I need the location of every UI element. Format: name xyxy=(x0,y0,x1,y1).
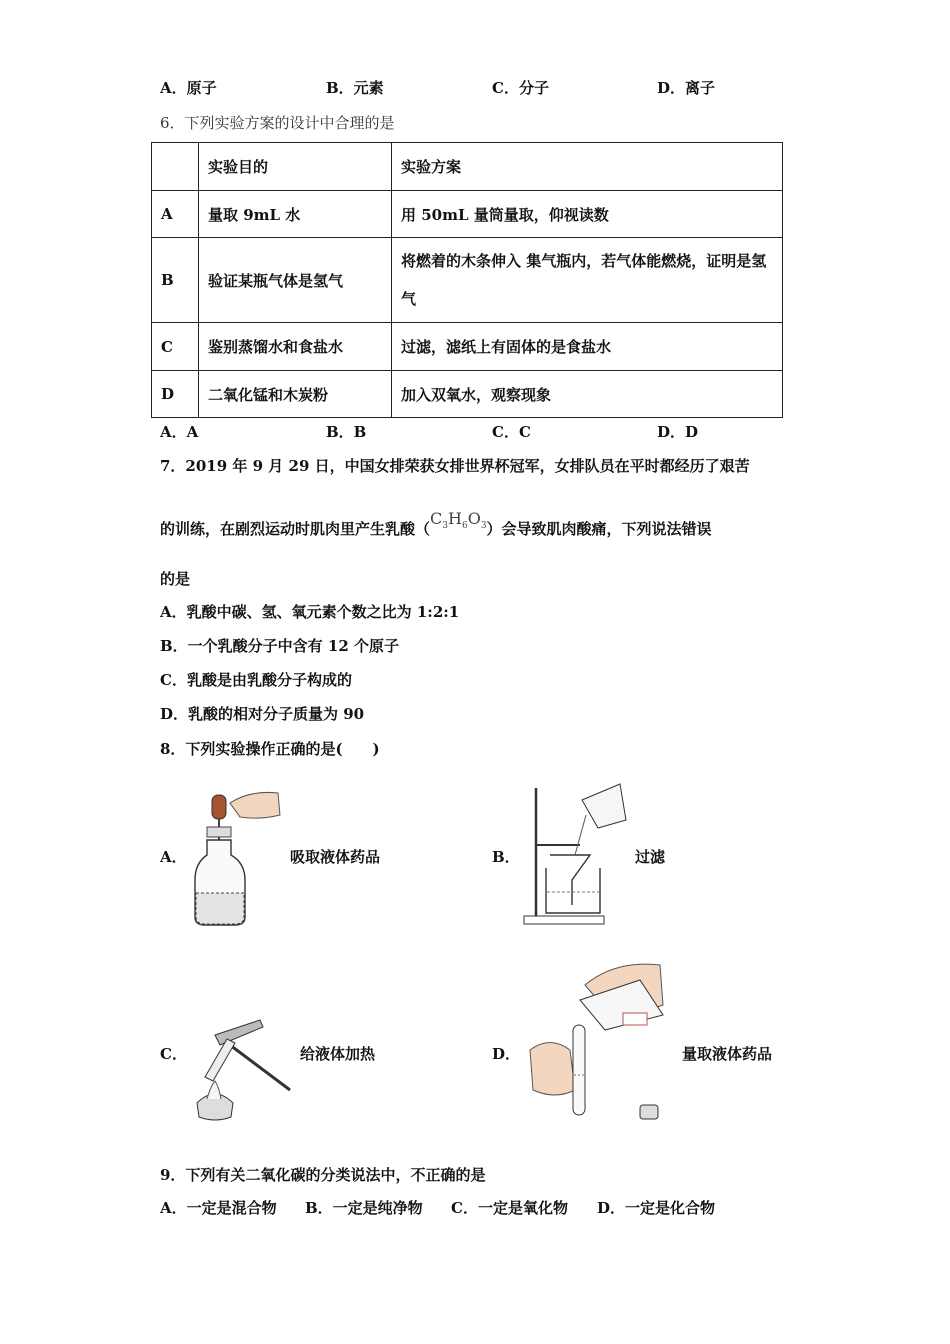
row-plan: 将燃着的木条伸入 集气瓶内，若气体能燃烧，证明是氢气 xyxy=(392,238,783,323)
row-plan: 加入双氧水，观察现象 xyxy=(392,371,783,418)
q7-option-d[interactable]: D．乳酸的相对分子质量为 90 xyxy=(160,705,365,723)
q9-option-c[interactable]: C．一定是氧化物 xyxy=(451,1199,568,1217)
table-row xyxy=(152,238,783,323)
q8-option-b-label[interactable]: B． xyxy=(492,848,520,866)
q8-option-d-caption: 量取液体药品 xyxy=(682,1045,773,1063)
table-header-cell xyxy=(152,143,199,191)
q7-stem-line2 xyxy=(160,509,712,541)
q6-option-d[interactable]: D．D xyxy=(657,423,699,441)
q9-option-b[interactable]: B．一定是纯净物 xyxy=(305,1199,423,1217)
q7-option-b[interactable]: B．一个乳酸分子中含有 12 个原子 xyxy=(160,637,399,655)
row-label: C xyxy=(152,323,199,371)
row-purpose: 二氧化锰和木炭粉 xyxy=(199,371,392,418)
q9-option-a[interactable]: A．一定是混合物 xyxy=(160,1199,277,1217)
q8-option-d-label[interactable]: D． xyxy=(492,1045,521,1063)
heating-liquid-figure xyxy=(185,1015,300,1125)
table-row xyxy=(152,371,783,418)
q8-option-c-label[interactable]: C． xyxy=(160,1045,187,1063)
q5-option-c[interactable]: C．分子 xyxy=(492,79,549,97)
filtration-apparatus-figure xyxy=(520,780,630,930)
row-plan: 用 50mL 量筒量取，仰视读数 xyxy=(392,191,783,238)
table-row xyxy=(152,191,783,238)
q5-option-a[interactable]: A．原子 xyxy=(160,79,217,97)
q5-option-d[interactable]: D．离子 xyxy=(657,79,716,97)
q5-option-b[interactable]: B．元素 xyxy=(326,79,384,97)
lactic-acid-formula: $C_3H_6O_3$ xyxy=(430,509,487,532)
row-purpose: 量取 9mL 水 xyxy=(199,191,392,238)
table-header-cell: 实验方案 xyxy=(392,143,783,191)
q8-stem: 8．下列实验操作正确的是( ) xyxy=(160,740,380,758)
q6-option-b[interactable]: B．B xyxy=(326,423,367,441)
q6-option-c[interactable]: C．C xyxy=(492,423,531,441)
dropper-bottle-figure xyxy=(190,785,285,930)
table-header-row xyxy=(152,143,783,191)
table-row xyxy=(152,323,783,371)
q8-option-a-caption: 吸取液体药品 xyxy=(290,848,381,866)
q8-option-b-caption: 过滤 xyxy=(635,848,666,866)
q7-stem-part1: 的训练，在剧烈运动时肌肉里产生乳酸（ xyxy=(160,520,431,538)
q7-option-a[interactable]: A．乳酸中碳、氢、氧元素个数之比为 1:2:1 xyxy=(160,603,460,621)
row-label: B xyxy=(152,238,199,323)
q6-option-a[interactable]: A．A xyxy=(160,423,199,441)
row-label: D xyxy=(152,371,199,418)
q7-stem-part2: ）会导致肌肉酸痛，下列说法错误 xyxy=(486,520,712,538)
q6-table xyxy=(151,142,783,418)
row-purpose: 鉴别蒸馏水和食盐水 xyxy=(199,323,392,371)
q7-option-c[interactable]: C．乳酸是由乳酸分子构成的 xyxy=(160,671,352,689)
row-plan: 过滤，滤纸上有固体的是食盐水 xyxy=(392,323,783,371)
table-header-cell: 实验目的 xyxy=(199,143,392,191)
q7-stem-line3: 的是 xyxy=(160,570,191,588)
q9-stem: 9．下列有关二氧化碳的分类说法中，不正确的是 xyxy=(160,1166,486,1184)
pouring-liquid-figure xyxy=(525,955,670,1130)
q8-option-c-caption: 给液体加热 xyxy=(300,1045,376,1063)
q7-stem-line1: 7．2019 年 9 月 29 日，中国女排荣获女排世界杯冠军，女排队员在平时都经历了艰苦 xyxy=(160,457,750,475)
q9-option-d[interactable]: D．一定是化合物 xyxy=(597,1199,716,1217)
q6-stem: 6．下列实验方案的设计中合理的是 xyxy=(160,114,395,132)
row-label: A xyxy=(152,191,199,238)
q8-option-a-label[interactable]: A． xyxy=(160,848,187,866)
row-purpose: 验证某瓶气体是氢气 xyxy=(199,238,392,323)
